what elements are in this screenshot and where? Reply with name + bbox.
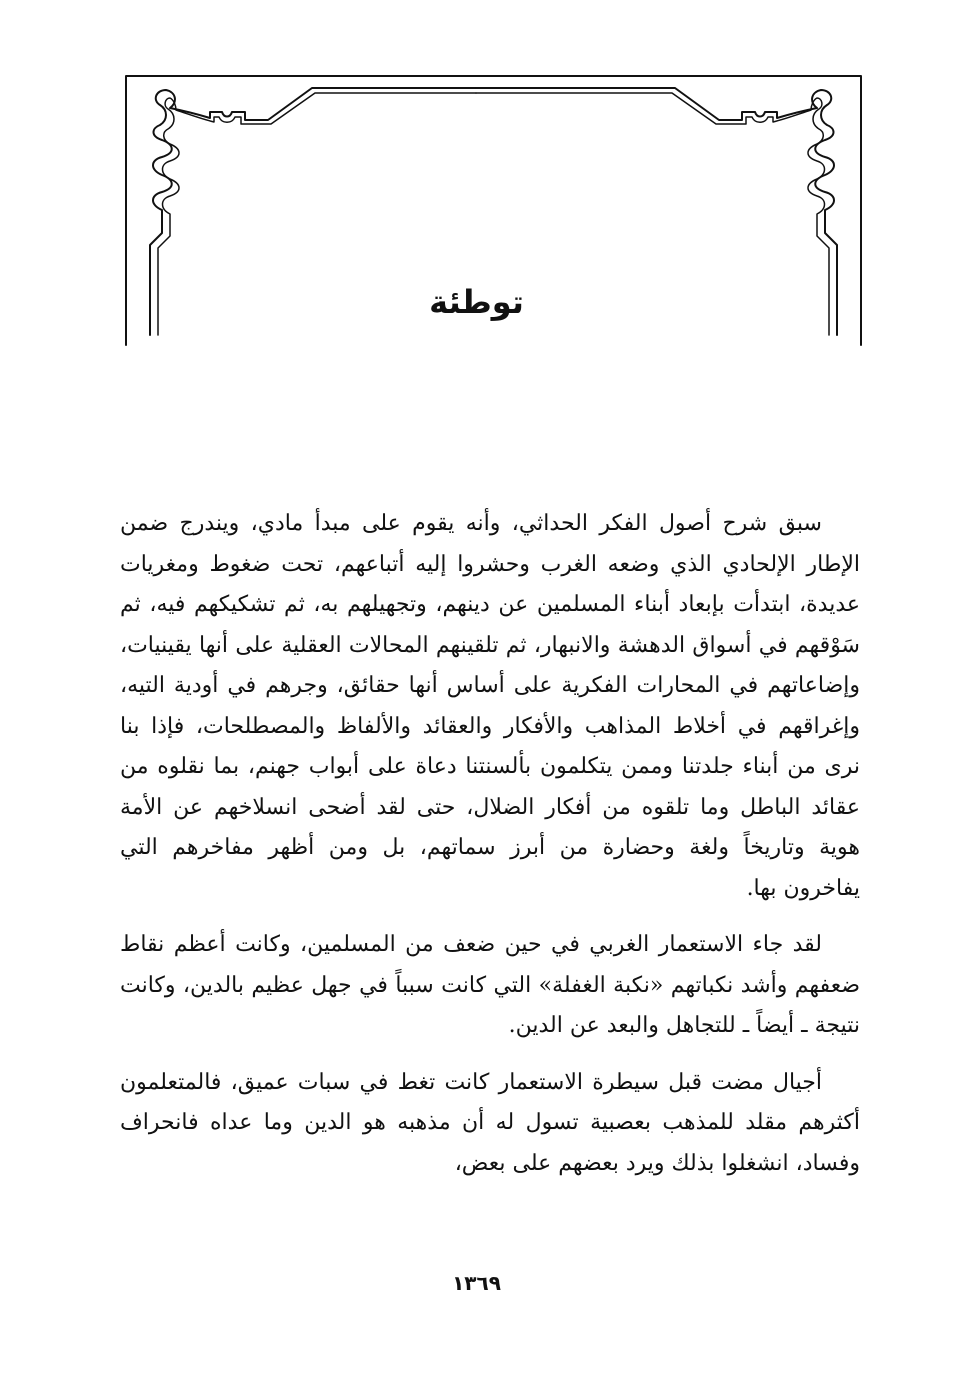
page-number: ١٣٦٩ [452,1271,501,1295]
body-text [120,504,860,1184]
paragraph-2: لقد جاء الاستعمار الغربي في حين ضعف من المسلمين، وكانت أعظم نقاط ضعفهم وأشد نكباتهم «نكبة الغفلة» التي كانت سبباً في جهل عظيم بالدين، وكانت نتيجة ـ أيضاً ـ للتجاهل والبعد عن الدين. [120,932,860,1038]
paragraph-1: سبق شرح أصول الفكر الحداثي، وأنه يقوم على مبدأ مادي، ويندرج ضمن الإطار الإلحادي الذي وضعه الغرب وحشروا إليه أتباعهم، تحت ضغوط ومغريات عديدة، ابتدأت بإبعاد أبناء المسلمين عن دينهم، وتجهيلهم به، ثم تشكيكهم فيه، ثم سَوْقهم في أسواق الدهشة والانبهار، ثم تلقينهم المحالات العقلية على أنها يقينيات، وإضاعاتهم في المحارات الفكرية على أساس أنها حقائق، وجرهم في أودية التيه، وإغراقهم في أخلاط المذاهب والأفكار والعقائد والألفاظ والمصطلحات، فإذا بنا نرى من أبناء جلدتنا وممن يتكلمون بألسنتنا دعاة على أبواب جهنم، بما نقلوه من عقائد الباطل وما تلقوه من أفكار الضلال، حتى لقد أضحى انسلاخهم عن الأمة هوية وتاريخاً ولغة وحضارة من أبرز سماتهم، بل ومن أظهر مفاخرهم التي يفاخرون بها. [120,511,860,901]
paragraph-3: أجيال مضت قبل سيطرة الاستعمار كانت تغط في سبات عميق، فالمتعلمون أكثرهم مقلد للمذهب بعصبية تسول له أن مذهبه هو الدين وما عداه فانحراف وفساد، انشغلوا بذلك ويرد بعضهم على بعض، [120,1069,860,1176]
chapter-title: توطئة [429,283,524,321]
